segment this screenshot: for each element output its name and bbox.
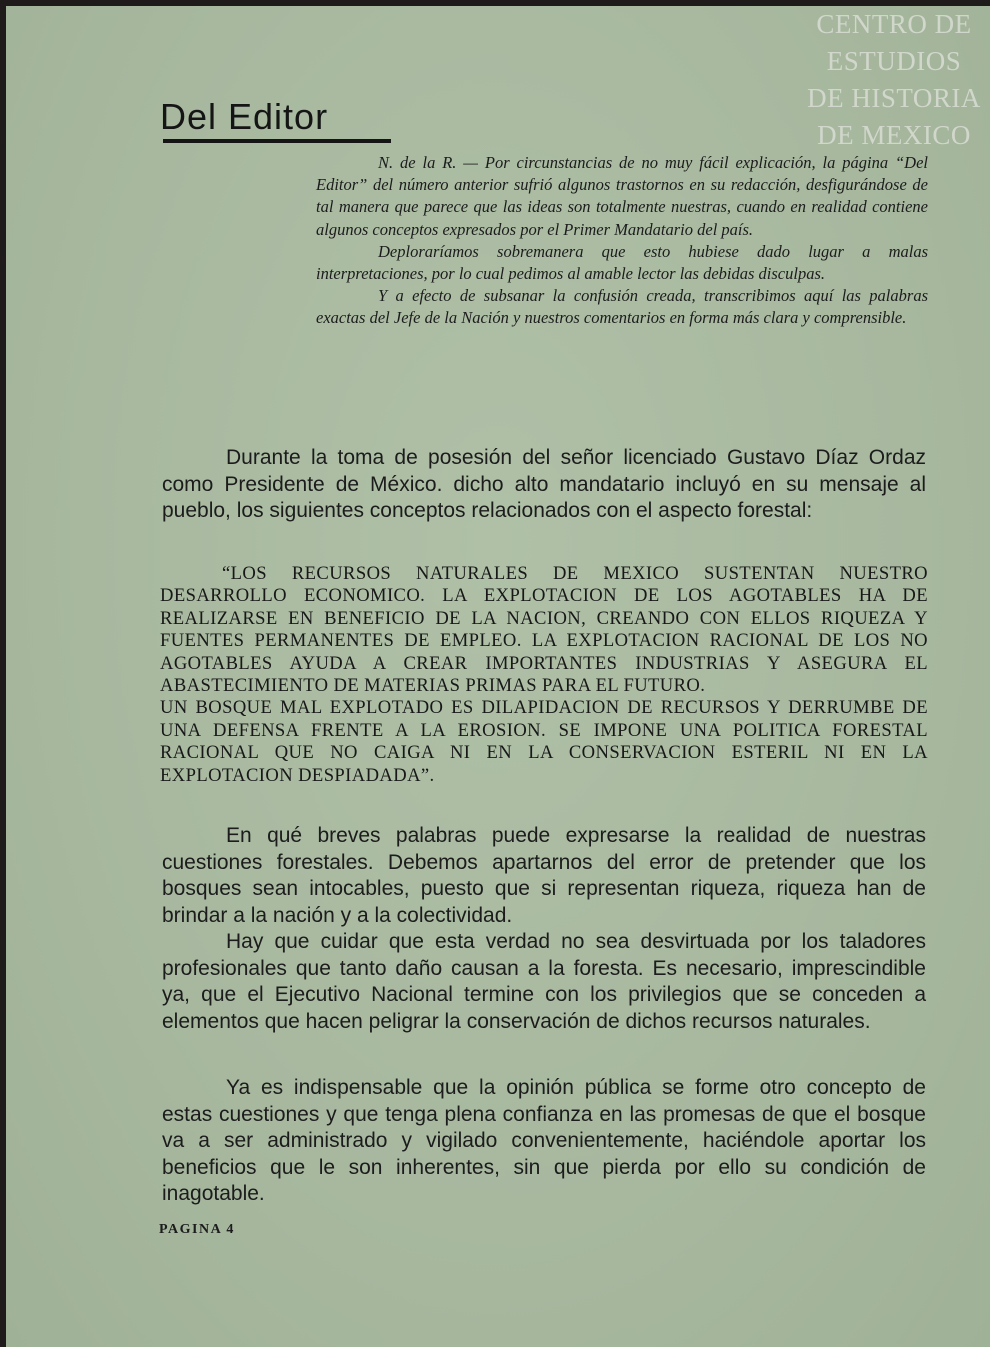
body-paragraph: En qué breves palabras puede expresarse la realidad de nuestras cuestiones forestales. Debemos apartarnos del error de pretender que los bosques sean intocables, puesto que si representan riqueza, riqueza han de brindar a la nación y a la colectividad.: [162, 824, 926, 927]
page-number: PAGINA 4: [159, 1222, 235, 1237]
quote-paragraph: “LOS RECURSOS NATURALES DE MEXICO SUSTENTAN NUESTRO DESARROLLO ECONOMICO. LA EXPLOTACION DE LOS AGOTABLES HA DE REALIZARSE EN BENEFICIO DE LA NACION, CREANDO CON ELLOS RIQUEZA Y FUENTES PERMANENTES DE EMPLEO. LA EXPLOTACION RACIONAL DE LOS NO AGOTABLES AYUDA A CREAR IMPORTANTES INDUSTRIAS Y ASEGURA EL ABASTECIMIENTO DE MATERIAS PRIMAS PARA EL FUTURO.: [160, 563, 928, 697]
title-underline: [163, 139, 391, 143]
note-paragraph: N. de la R. — Por circunstancias de no muy fácil explicación, la página “Del Editor” del número anterior sufrió algunos trastornos en su redacción, desfigurándose de tal manera que parece que las ideas son totalmente nuestras, cuando en realidad contiene algunos conceptos expresados por el Primer Mandatario del país.: [316, 153, 928, 239]
archive-watermark: [792, 6, 990, 156]
note-paragraph: Y a efecto de subsanar la confusión creada, transcribimos aquí las palabras exactas del Jefe de la Nación y nuestros comentarios en forma más clara y comprensible.: [316, 286, 928, 328]
watermark-line: DE MEXICO: [817, 120, 971, 150]
body-paragraph: Hay que cuidar que esta verdad no sea desvirtuada por los taladores profesionales que tanto daño causan a la foresta. Es necesario, imprescindible ya, que el Ejecutivo Nacional termine con los privilegios que se conceden a elementos que hacen peligrar la conservación de dichos recursos naturales.: [162, 930, 926, 1033]
watermark-line: ESTUDIOS: [826, 46, 962, 76]
watermark-line: DE HISTORIA: [807, 83, 981, 113]
note-paragraph: Deploraríamos sobremanera que esto hubiese dado lugar a malas interpretaciones, por lo cual pedimos al amable lector las debidas disculpas.: [316, 241, 928, 284]
page-title: Del Editor: [160, 96, 329, 137]
quote-paragraph: UN BOSQUE MAL EXPLOTADO ES DILAPIDACION DE RECURSOS Y DERRUMBE DE UNA DEFENSA FRENTE A LA EROSION. SE IMPONE UNA POLITICA FORESTAL RACIONAL QUE NO CAIGA NI EN LA CONSERVACION ESTERIL NI EN LA EXPLOTACION DESPIADADA”.: [160, 697, 928, 786]
presidential-quote: [160, 563, 928, 787]
body-paragraph: Ya es indispensable que la opinión pública se forme otro concepto de estas cuestiones y que tenga plena confianza en las promesas de que el bosque va a ser administrado y vigilado convenientemente, haciéndole aportar los beneficios que le son inherentes, sin que pierda por ello su condición de inagotable.: [162, 1076, 926, 1206]
intro-paragraph: Durante la toma de posesión del señor licenciado Gustavo Díaz Ordaz como Presidente de México. dicho alto mandatario incluyó en su mensaje al pueblo, los siguientes conceptos relacionados con el aspecto forestal:: [162, 446, 926, 523]
watermark-line: CENTRO DE: [816, 9, 972, 39]
editor-note: [316, 152, 928, 330]
